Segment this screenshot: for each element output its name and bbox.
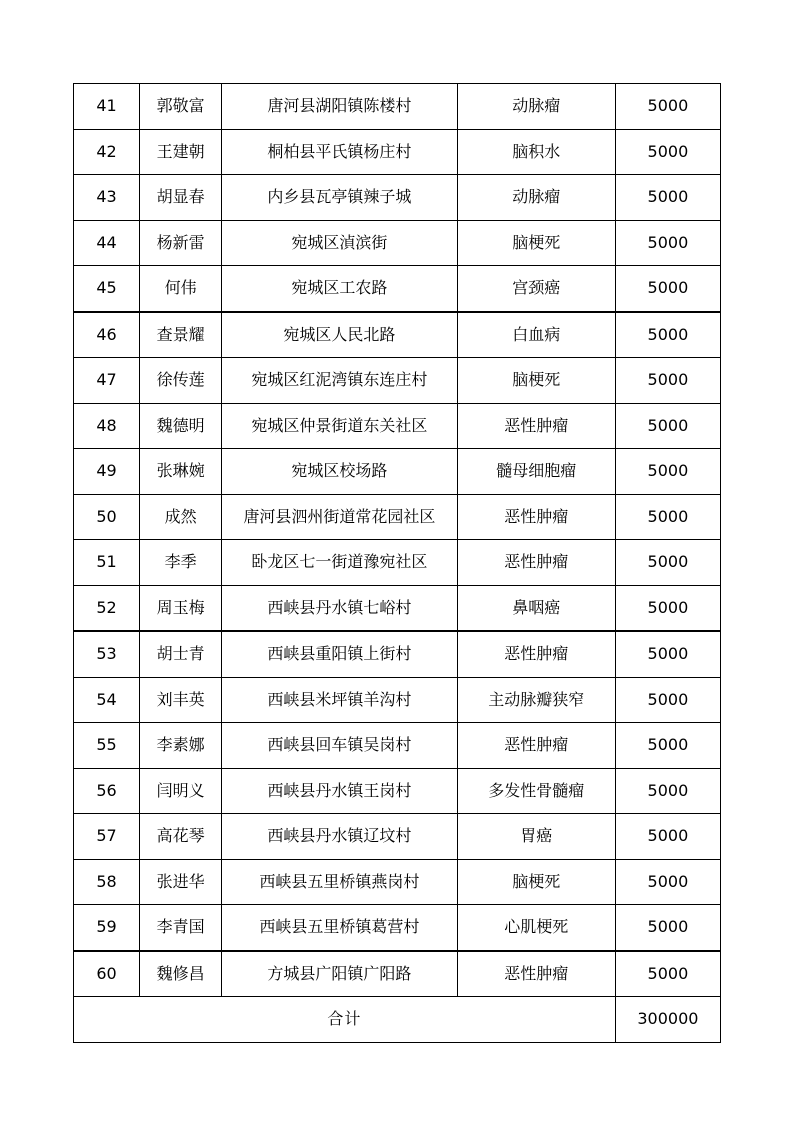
amount-cell: 5000 <box>615 358 720 404</box>
table-row <box>74 951 721 997</box>
name-cell: 闫明义 <box>140 768 222 814</box>
address-cell: 桐柏县平氏镇杨庄村 <box>222 129 457 175</box>
amount-cell: 5000 <box>615 220 720 266</box>
disease-cell: 鼻咽癌 <box>457 585 615 631</box>
table-row <box>74 540 721 586</box>
disease-cell: 恶性肿瘤 <box>457 951 615 997</box>
name-cell: 周玉梅 <box>140 585 222 631</box>
address-cell: 西峡县丹水镇七峪村 <box>222 585 457 631</box>
name-cell: 张琳婉 <box>140 449 222 495</box>
table-row <box>74 585 721 631</box>
amount-cell: 5000 <box>615 677 720 723</box>
table-row <box>74 129 721 175</box>
amount-cell: 5000 <box>615 859 720 905</box>
row-number-cell: 56 <box>74 768 140 814</box>
amount-cell: 5000 <box>615 403 720 449</box>
name-cell: 成然 <box>140 494 222 540</box>
amount-cell: 5000 <box>615 449 720 495</box>
address-cell: 卧龙区七一街道豫宛社区 <box>222 540 457 586</box>
name-cell: 杨新雷 <box>140 220 222 266</box>
total-label: 合计 <box>74 997 616 1043</box>
total-amount: 300000 <box>615 997 720 1043</box>
table-row <box>74 266 721 312</box>
row-number-cell: 44 <box>74 220 140 266</box>
table-row <box>74 768 721 814</box>
disease-cell: 多发性骨髓瘤 <box>457 768 615 814</box>
name-cell: 查景耀 <box>140 312 222 358</box>
name-cell: 郭敬富 <box>140 84 222 130</box>
amount-cell: 5000 <box>615 631 720 677</box>
disease-cell: 恶性肿瘤 <box>457 723 615 769</box>
disease-cell: 白血病 <box>457 312 615 358</box>
table-row <box>74 677 721 723</box>
name-cell: 李青国 <box>140 905 222 951</box>
table-row <box>74 494 721 540</box>
amount-cell: 5000 <box>615 175 720 221</box>
row-number-cell: 42 <box>74 129 140 175</box>
table-row <box>74 723 721 769</box>
address-cell: 方城县广阳镇广阳路 <box>222 951 457 997</box>
disease-cell: 髓母细胞瘤 <box>457 449 615 495</box>
row-number-cell: 53 <box>74 631 140 677</box>
table-row <box>74 905 721 951</box>
name-cell: 何伟 <box>140 266 222 312</box>
name-cell: 魏修昌 <box>140 951 222 997</box>
table-row <box>74 814 721 860</box>
address-cell: 宛城区校场路 <box>222 449 457 495</box>
row-number-cell: 57 <box>74 814 140 860</box>
address-cell: 宛城区红泥湾镇东连庄村 <box>222 358 457 404</box>
disease-cell: 宫颈癌 <box>457 266 615 312</box>
address-cell: 唐河县湖阳镇陈楼村 <box>222 84 457 130</box>
amount-cell: 5000 <box>615 266 720 312</box>
disease-cell: 动脉瘤 <box>457 84 615 130</box>
table-row <box>74 84 721 130</box>
address-cell: 西峡县重阳镇上街村 <box>222 631 457 677</box>
name-cell: 刘丰英 <box>140 677 222 723</box>
disease-cell: 脑梗死 <box>457 859 615 905</box>
address-cell: 西峡县五里桥镇燕岗村 <box>222 859 457 905</box>
address-cell: 唐河县泗州街道常花园社区 <box>222 494 457 540</box>
name-cell: 李季 <box>140 540 222 586</box>
name-cell: 张进华 <box>140 859 222 905</box>
table-row <box>74 449 721 495</box>
disease-cell: 脑积水 <box>457 129 615 175</box>
address-cell: 西峡县米坪镇羊沟村 <box>222 677 457 723</box>
table-row <box>74 358 721 404</box>
name-cell: 胡士青 <box>140 631 222 677</box>
address-cell: 西峡县五里桥镇葛营村 <box>222 905 457 951</box>
address-cell: 内乡县瓦亭镇辣子城 <box>222 175 457 221</box>
address-cell: 宛城区仲景街道东关社区 <box>222 403 457 449</box>
row-number-cell: 46 <box>74 312 140 358</box>
row-number-cell: 59 <box>74 905 140 951</box>
name-cell: 胡显春 <box>140 175 222 221</box>
row-number-cell: 60 <box>74 951 140 997</box>
address-cell: 西峡县丹水镇王岗村 <box>222 768 457 814</box>
row-number-cell: 45 <box>74 266 140 312</box>
table-row <box>74 175 721 221</box>
address-cell: 宛城区工农路 <box>222 266 457 312</box>
address-cell: 宛城区湞滨街 <box>222 220 457 266</box>
row-number-cell: 43 <box>74 175 140 221</box>
amount-cell: 5000 <box>615 129 720 175</box>
name-cell: 徐传莲 <box>140 358 222 404</box>
row-number-cell: 52 <box>74 585 140 631</box>
amount-cell: 5000 <box>615 951 720 997</box>
name-cell: 李素娜 <box>140 723 222 769</box>
row-number-cell: 41 <box>74 84 140 130</box>
row-number-cell: 48 <box>74 403 140 449</box>
row-number-cell: 50 <box>74 494 140 540</box>
disease-cell: 脑梗死 <box>457 220 615 266</box>
table-row <box>74 859 721 905</box>
disease-cell: 动脉瘤 <box>457 175 615 221</box>
beneficiary-table <box>73 83 721 1043</box>
row-number-cell: 55 <box>74 723 140 769</box>
address-cell: 西峡县丹水镇辽坟村 <box>222 814 457 860</box>
row-number-cell: 58 <box>74 859 140 905</box>
total-row <box>74 997 721 1043</box>
disease-cell: 恶性肿瘤 <box>457 631 615 677</box>
name-cell: 王建朝 <box>140 129 222 175</box>
table-row <box>74 403 721 449</box>
row-number-cell: 54 <box>74 677 140 723</box>
disease-cell: 恶性肿瘤 <box>457 403 615 449</box>
disease-cell: 主动脉瓣狭窄 <box>457 677 615 723</box>
amount-cell: 5000 <box>615 723 720 769</box>
row-number-cell: 51 <box>74 540 140 586</box>
amount-cell: 5000 <box>615 312 720 358</box>
name-cell: 高花琴 <box>140 814 222 860</box>
amount-cell: 5000 <box>615 494 720 540</box>
amount-cell: 5000 <box>615 540 720 586</box>
table-row <box>74 220 721 266</box>
disease-cell: 心肌梗死 <box>457 905 615 951</box>
table-row <box>74 312 721 358</box>
amount-cell: 5000 <box>615 814 720 860</box>
name-cell: 魏德明 <box>140 403 222 449</box>
row-number-cell: 49 <box>74 449 140 495</box>
disease-cell: 恶性肿瘤 <box>457 540 615 586</box>
amount-cell: 5000 <box>615 905 720 951</box>
amount-cell: 5000 <box>615 585 720 631</box>
disease-cell: 恶性肿瘤 <box>457 494 615 540</box>
table-row <box>74 631 721 677</box>
address-cell: 西峡县回车镇吴岗村 <box>222 723 457 769</box>
row-number-cell: 47 <box>74 358 140 404</box>
address-cell: 宛城区人民北路 <box>222 312 457 358</box>
amount-cell: 5000 <box>615 768 720 814</box>
disease-cell: 脑梗死 <box>457 358 615 404</box>
disease-cell: 胃癌 <box>457 814 615 860</box>
amount-cell: 5000 <box>615 84 720 130</box>
table-body <box>74 84 721 997</box>
